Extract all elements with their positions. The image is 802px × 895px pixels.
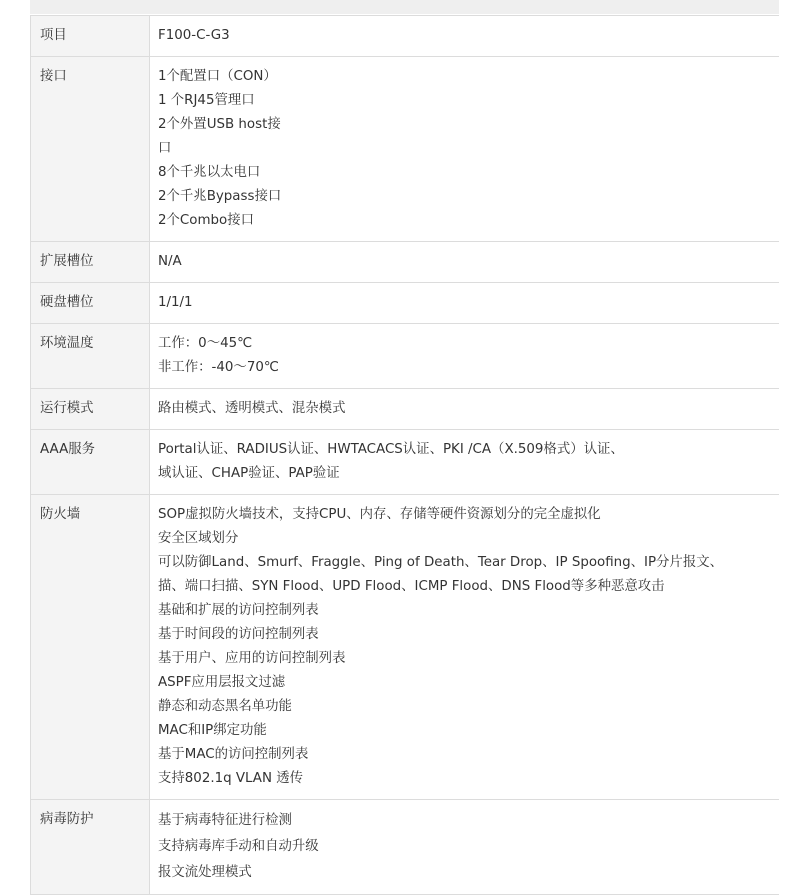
value-line: Portal认证、RADIUS认证、HWTACACS认证、PKI /CA（X.509格式）认证、 [158,442,624,457]
value-line: N/A [158,254,182,269]
value-line: 支持病毒库手动和自动升级 [158,839,319,854]
table-row [31,389,780,430]
table-row [31,242,780,283]
top-band [30,0,779,14]
value-line: 描、端口扫描、SYN Flood、UPD Flood、ICMP Flood、DNS Flood等多种恶意攻击 [158,579,665,594]
row-value [150,16,780,57]
value-line: 基于病毒特征进行检测 [158,813,292,828]
value-line: MAC和IP绑定功能 [158,723,267,738]
value-line: SOP虚拟防火墙技术，支持CPU、内存、存储等硬件资源划分的完全虚拟化 [158,507,601,522]
value-line: 2个千兆Bypass接口 [158,189,282,204]
table-row [31,430,780,495]
value-line: 工作：0～45℃ [158,336,253,351]
row-label: 扩展槽位 [31,242,150,283]
value-line: 1/1/1 [158,295,193,310]
value-line: 非工作：-40～70℃ [158,360,279,375]
row-value [150,495,780,800]
value-line: 基于MAC的访问控制列表 [158,747,309,762]
value-line: 报文流处理模式 [158,865,252,880]
value-line: 路由模式、透明模式、混杂模式 [158,401,346,416]
value-line: 安全区域划分 [158,531,239,546]
value-line: 静态和动态黑名单功能 [158,699,292,714]
row-label: 项目 [31,16,150,57]
row-value [150,389,780,430]
spec-table [30,15,779,895]
value-line: 2个Combo接口 [158,213,254,228]
value-line: 可以防御Land、Smurf、Fraggle、Ping of Death、Tear Drop、IP Spoofing、IP分片报文、 [158,555,723,570]
row-value [150,242,780,283]
row-value [150,430,780,495]
value-line: 基于用户、应用的访问控制列表 [158,651,346,666]
row-label: 环境温度 [31,324,150,389]
row-label: 接口 [31,57,150,242]
value-line: 基础和扩展的访问控制列表 [158,603,319,618]
row-value [150,800,780,895]
table-row [31,495,780,800]
table-row [31,324,780,389]
value-line: ASPF应用层报文过滤 [158,675,286,690]
row-label: 运行模式 [31,389,150,430]
table-row [31,16,780,57]
value-line: 2个外置USB host接 [158,117,281,132]
row-label: AAA服务 [31,430,150,495]
row-value [150,283,780,324]
row-value [150,57,780,242]
value-line: 支持802.1q VLAN 透传 [158,771,304,786]
value-line: F100-C-G3 [158,28,230,43]
value-line: 基于时间段的访问控制列表 [158,627,319,642]
value-line: 口 [158,141,172,156]
row-value [150,324,780,389]
table-row [31,800,780,895]
table-row [31,283,780,324]
row-label: 病毒防护 [31,800,150,895]
value-line: 1个配置口（CON） [158,69,277,84]
row-label: 硬盘槽位 [31,283,150,324]
row-label: 防火墙 [31,495,150,800]
value-line: 域认证、CHAP验证、PAP验证 [158,466,340,481]
value-line: 1 个RJ45管理口 [158,93,255,108]
value-line: 8个千兆以太电口 [158,165,261,180]
table-row [31,57,780,242]
